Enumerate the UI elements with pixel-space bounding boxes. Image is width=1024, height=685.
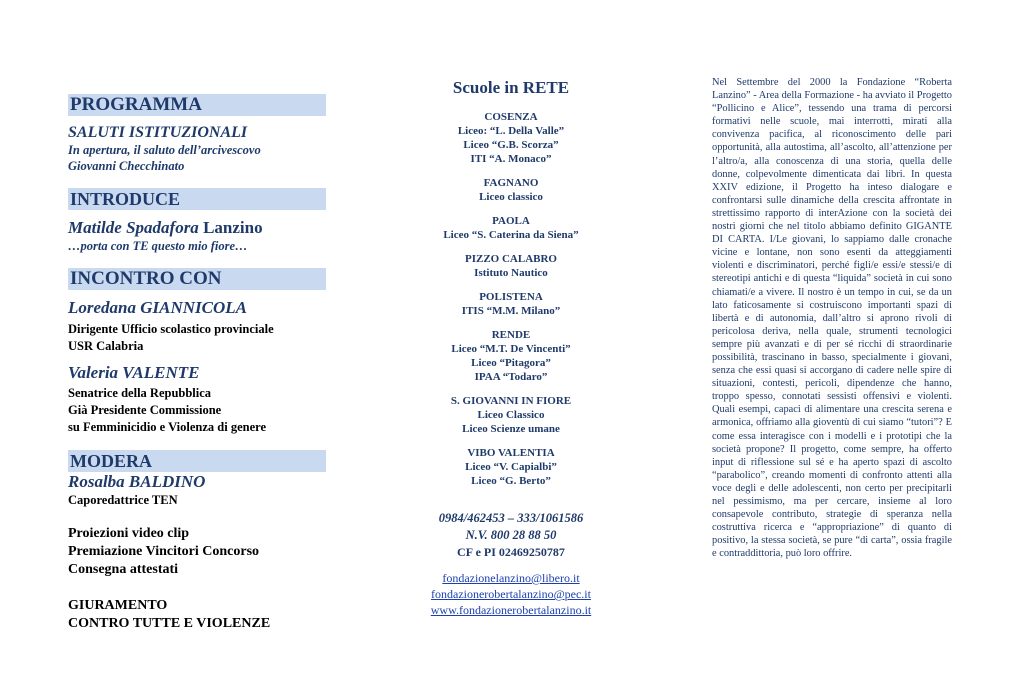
guest2-role3: su Femminicidio e Violenza di genere	[68, 420, 267, 434]
project-description: Nel Settembre del 2000 la Fondazione “Roberta Lanzino” - Area della Formazione - ha avviato il Progetto “Pollicino e Alice”, tessendo una trama di percorsi formativi nelle scuole, mai interrotti, mirati alla convivenza pacifica, al riconoscimento delle pari opportunità, alla autostima, all’ascolto, all’attenzione per l’altro/a, alla conoscenza di una storia, quella delle donne, colpevolmente dimenticata dai libri. In questa XXIV edizione, il Progetto ha inteso dialogare e confrontarsi sulle dinamiche della crescita affrontate in strettissimo rapporto di interAzione con la società dei nostri giorni che nel titolo abbiamo definito GIGANTE DI CARTA. I/Le giovani, lo sappiamo dalle cronache vicine e lontane, non sono esenti da atteggiamenti violenti e discriminatori, perché figli/e essi/e stessi/e di stereotipi antichi e di questa “liquida” società in cui sono chiamati/e a vivere. Il nostro è un tempo in cui, se da un lato faticosamente si costruiscono importanti spazi di libertà e di autonomia, dall’altro si aprono rivoli di pericolosa deriva, nella quale, strumenti tecnologici sempre più avanzati e di per sé ricchi di straordinarie possibilità, trascinano in basso, specialmente i giovani, senza che essi quasi si accorgano di cadere nelle spire di situazioni, contesti, pericoli, dipendenze che hanno, troppo spesso, connotati sessisti offensivi e violenti. Quali esempi, capaci di alimentare una crescita serena e armonica, offriamo alla gioventù di cui siamo “tutori”? E come essa interagisce con i modelli e i prototipi che la società propone? Il progetto, come sempre, ha offerto input di riflessione sul sé e ha aperto spazi di ascolto “parabolico”, creando momenti di confronto attenti alla voce degli e delle adolescenti, non certo per precipitarli nel pessimismo, ma per cercare, insieme al loro consapevole contributo, strategie di speranza nella costruttiva ricerca e “appropriazione” di quanto di positivo, la stessa società, se pure “di carta”, ossia fragile e contraddittoria, può loro offrire.	[712, 77, 952, 560]
introduce-block	[68, 218, 326, 254]
mod-role: Caporedattrice TEN	[68, 493, 178, 507]
saluti-line2: Giovanni Checchinato	[68, 159, 185, 173]
city-name: COSENZA	[484, 111, 538, 123]
activity-2: Premiazione Vincitori Concorso	[68, 544, 260, 559]
school-name: Istituto Nautico	[474, 267, 548, 279]
city-name: POLISTENA	[479, 291, 543, 303]
school-name: IPAA “Todaro”	[474, 371, 548, 383]
oath-block	[68, 597, 326, 633]
saluti-title: SALUTI ISTITUZIONALI	[68, 124, 248, 141]
intro-name	[68, 218, 326, 238]
phone-numbers: 0984/462453 – 333/1061586	[438, 511, 584, 525]
email-link-1[interactable]: fondazionelanzino@libero.it	[442, 571, 580, 585]
schools-title: Scuole in RETE	[452, 78, 570, 97]
school-name: Liceo classico	[479, 191, 543, 203]
links-block	[398, 570, 624, 618]
guest2-name: Valeria VALENTE	[68, 363, 200, 382]
description-column	[712, 76, 952, 560]
guest2-role1: Senatrice della Repubblica	[68, 386, 212, 400]
saluti-block	[68, 124, 326, 174]
city-name: S. GIOVANNI IN FIORE	[450, 395, 572, 407]
guest1-role1: Dirigente Ufficio scolastico provinciale	[68, 322, 274, 336]
intro-name-plain: Lanzino	[198, 218, 263, 237]
school-name: ITI “A. Monaco”	[470, 153, 552, 165]
incontro-heading: INCONTRO CON	[68, 268, 326, 290]
school-name: Liceo “V. Capialbi”	[465, 461, 557, 473]
schools-column	[398, 78, 624, 618]
school-name: Liceo “G. Berto”	[471, 475, 551, 487]
oath-line1: GIURAMENTO	[68, 598, 168, 613]
school-group	[398, 290, 624, 318]
school-name: Liceo “Pitagora”	[471, 357, 551, 369]
school-group	[398, 252, 624, 280]
school-name: Liceo “S. Caterina da Siena”	[443, 229, 579, 241]
school-group	[398, 328, 624, 384]
city-name: PAOLA	[492, 215, 530, 227]
guest2-role2: Già Presidente Commissione	[68, 403, 222, 417]
school-name: Liceo Classico	[477, 409, 545, 421]
school-name: Liceo Scienze umane	[462, 423, 560, 435]
city-name: PIZZO CALABRO	[465, 253, 557, 265]
website-link[interactable]: www.fondazionerobertalanzino.it	[430, 603, 592, 617]
school-name: ITIS “M.M. Milano”	[461, 305, 561, 317]
activities-block	[68, 525, 326, 579]
school-group	[398, 110, 624, 166]
school-group	[398, 176, 624, 204]
guest1-block	[68, 298, 326, 355]
guest2-block	[68, 363, 326, 436]
city-name: VIBO VALENTIA	[467, 447, 555, 459]
school-group	[398, 394, 624, 436]
activity-3: Consegna attestati	[68, 562, 179, 577]
email-link-2[interactable]: fondazionerobertalanzino@pec.it	[431, 587, 591, 601]
guest1-role2: USR Calabria	[68, 339, 144, 353]
green-number: N.V. 800 28 88 50	[465, 528, 557, 542]
tax-code: CF e PI 02469250787	[457, 545, 565, 559]
school-name: Liceo: “L. Della Valle”	[457, 125, 565, 137]
guest1-name: Loredana GIANNICOLA	[68, 298, 247, 317]
activity-1: Proiezioni video clip	[68, 526, 190, 541]
programma-heading: PROGRAMMA	[68, 94, 326, 116]
city-name: RENDE	[491, 329, 531, 341]
introduce-heading: INTRODUCE	[68, 188, 326, 210]
school-group	[398, 446, 624, 488]
school-name: Liceo “M.T. De Vincenti”	[451, 343, 571, 355]
contacts-block	[398, 510, 624, 560]
city-name: FAGNANO	[483, 177, 539, 189]
mod-name: Rosalba BALDINO	[68, 472, 206, 491]
intro-sub: …porta con TE questo mio fiore…	[68, 239, 248, 253]
saluti-line1: In apertura, il saluto dell’arcivescovo	[68, 143, 261, 157]
school-group	[398, 214, 624, 242]
modera-heading: MODERA	[68, 450, 326, 472]
intro-name-italic: Matilde Spadafora	[68, 218, 199, 237]
modera-block	[68, 472, 326, 509]
program-column	[68, 94, 326, 633]
school-name: Liceo “G.B. Scorza”	[463, 139, 559, 151]
oath-line2: CONTRO TUTTE E VIOLENZE	[68, 616, 271, 631]
